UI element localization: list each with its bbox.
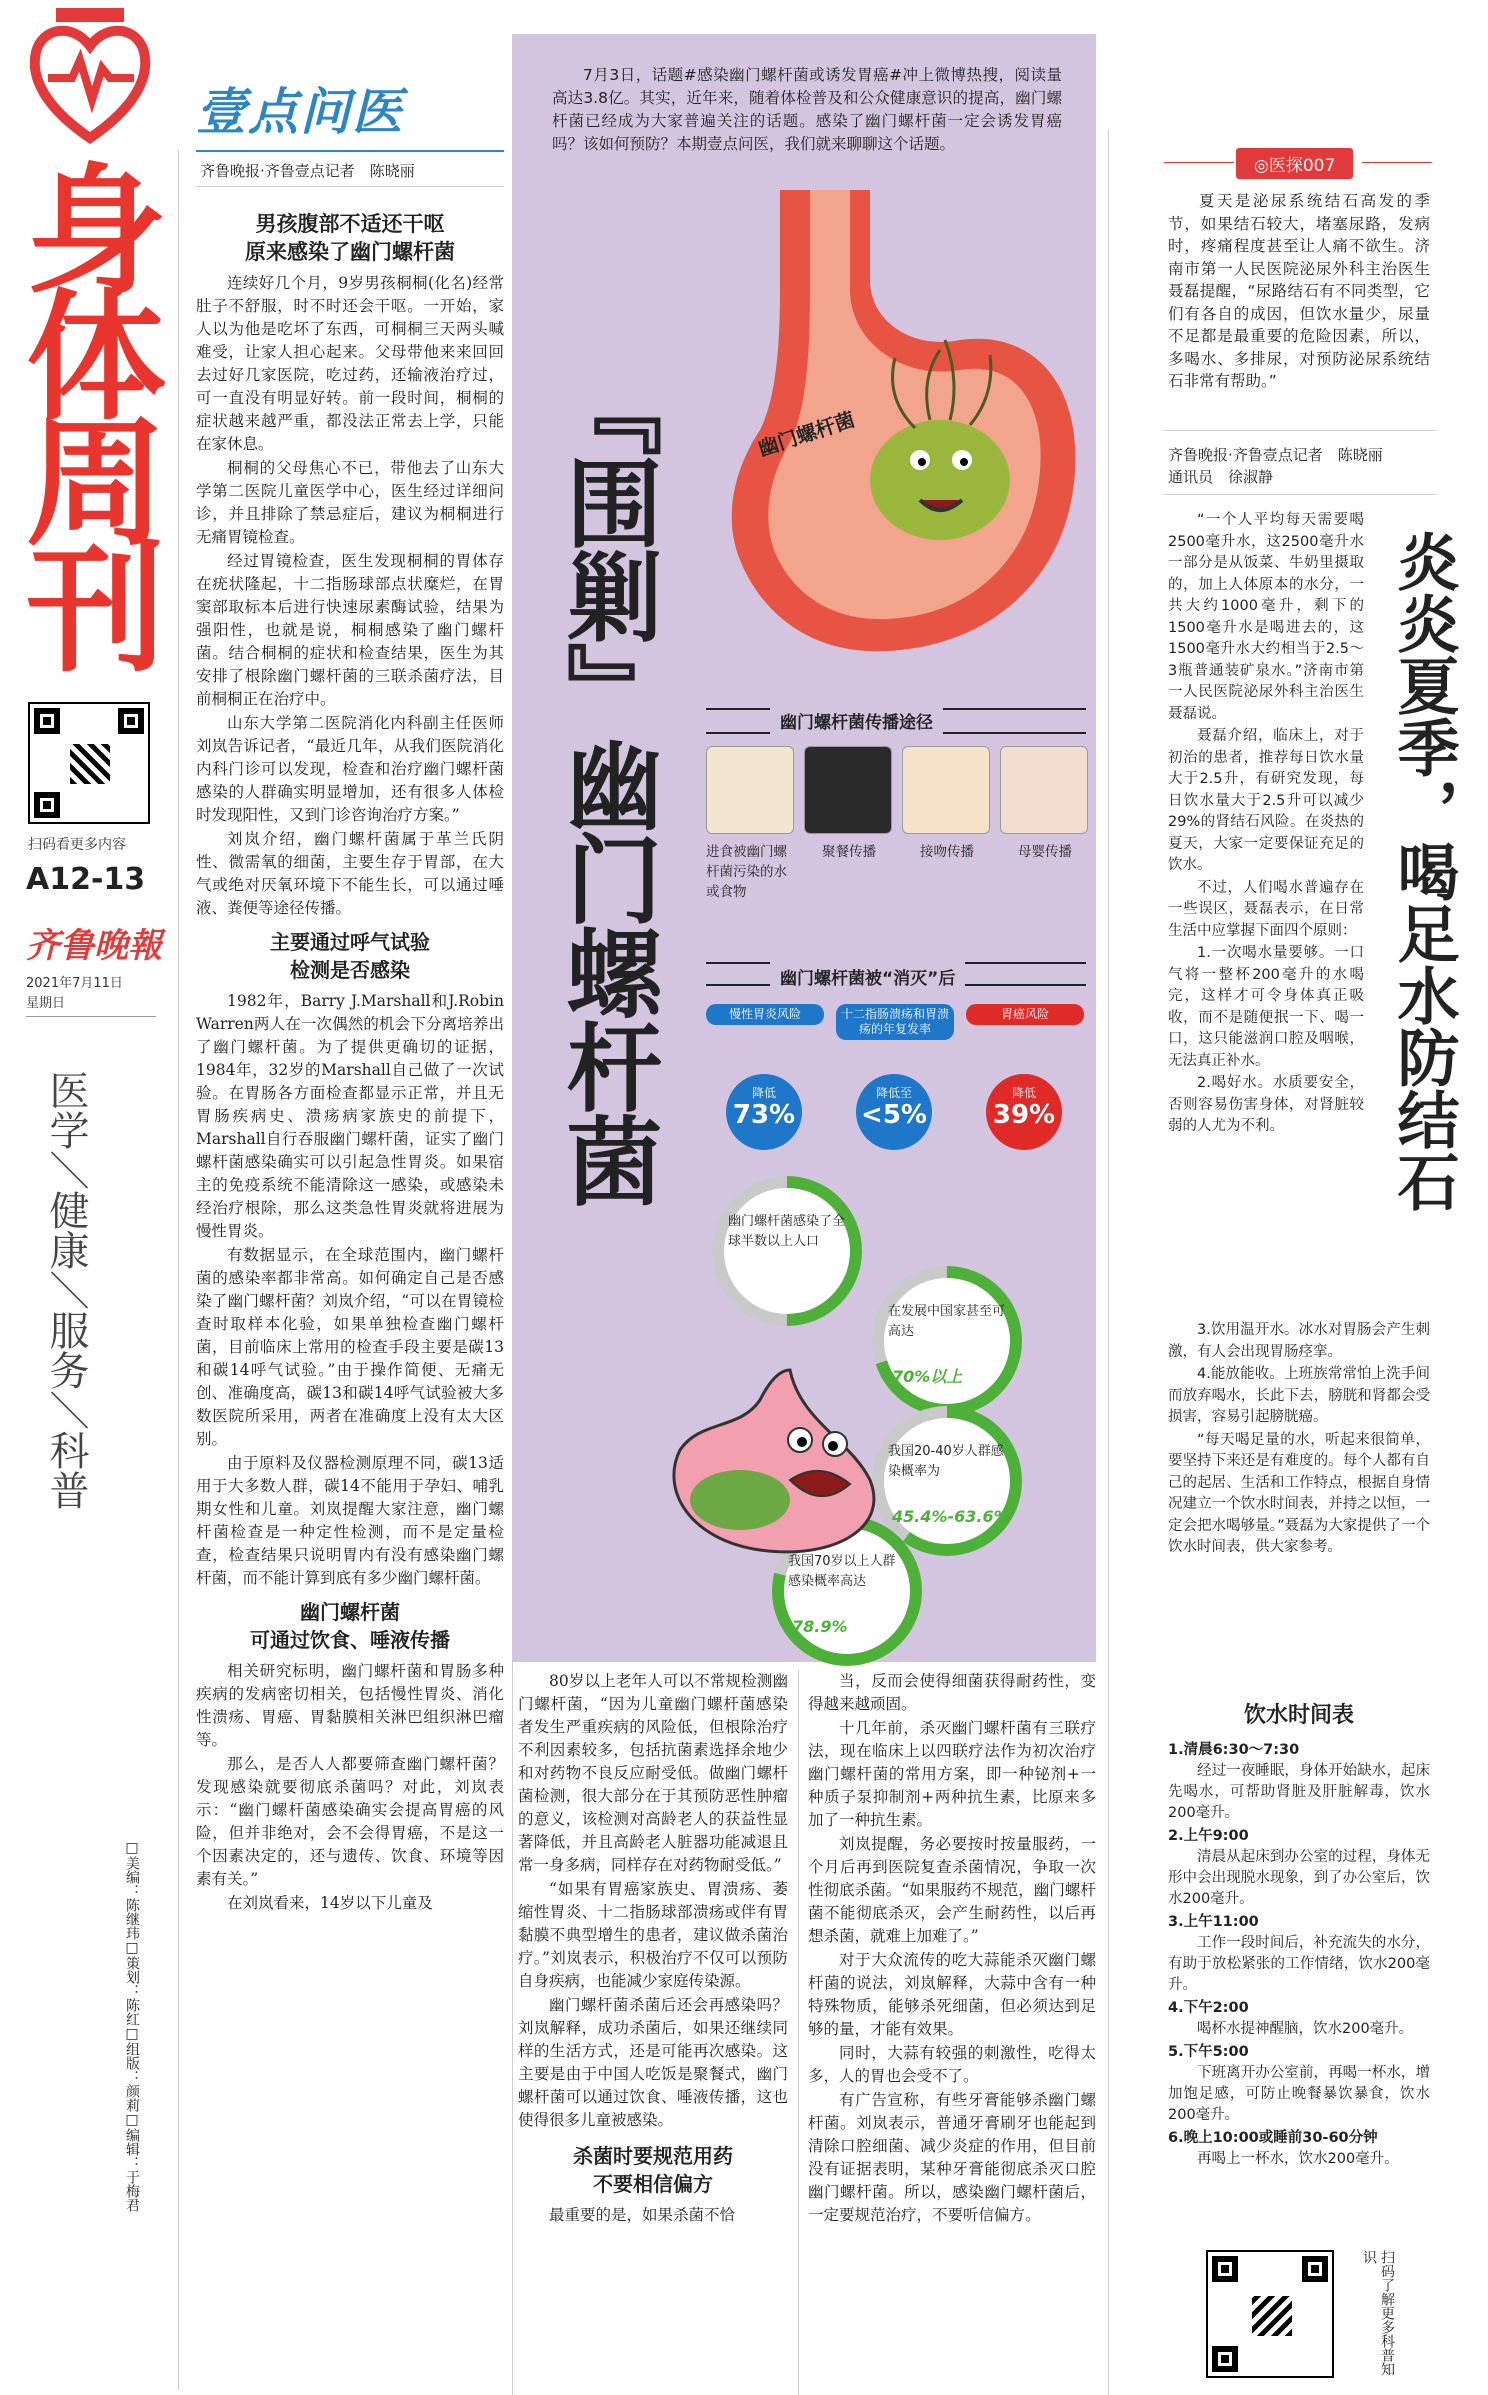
credits <box>120 1840 190 2220</box>
page-number: A12-13 <box>26 862 146 897</box>
bottom-subhead: 杀菌时要规范用药 不要相信偏方 <box>573 2144 733 2196</box>
route-image <box>1000 746 1088 834</box>
right-qr-caption: 扫码了解更多科普知识 <box>1361 2250 1395 2376</box>
right-byline-1: 齐鲁晚报·齐鲁壹点记者 陈晓丽 <box>1168 446 1383 464</box>
angry-stomach-illustration <box>640 1360 890 1560</box>
schedule-time: 1.清晨6:30～7:30 <box>1168 1742 1300 1758</box>
masthead-title-char: 周 <box>25 403 160 566</box>
left-paragraph: 相关研究标明，幽门螺杆菌和胃肠多种疾病的发病密切相关，包括慢性胃炎、消化性溃疡、胃癌、胃黏膜相关淋巴组织淋巴瘤等。 <box>196 1662 504 1749</box>
intro-text: 7月3日，话题#感染幽门螺杆菌或诱发胃癌#冲上微博热搜，阅读量高达3.8亿。其实，近年来，随着体检普及和公众健康意识的提高，幽门螺杆菌已经成为大家普遍关注的话题。感染了幽门螺杆菌一定会诱发胃癌吗？该如何预防？本期壹点问医，我们就来聊聊这个话题。 <box>552 66 1062 153</box>
route-label: 接吻传播 <box>920 844 974 860</box>
after-item-label: 慢性胃炎风险 <box>706 1004 824 1025</box>
bottom-article-col2 <box>808 1670 1096 2228</box>
stat-highlight: 70%以上 <box>892 1367 963 1386</box>
bottom-article-col1 <box>518 1670 788 2228</box>
right-lead: 夏天是泌尿系统结石高发的季节，如果结石较大，堵塞尿路，发病时，疼痛程度甚至让人痛不欲生。济南市第一人民医院泌尿外科主治医生聂磊提醒，“尿路结石有不同类型，它们有各自的成因，但饮水量少，尿量不足都是最重要的危险因素，所以，多喝水、多排尿，对预防泌尿系统结石非常有帮助。” <box>1168 192 1430 390</box>
schedule-desc: 经过一夜睡眠，身体开始缺水，起床先喝水，可帮助肾脏及肝脏解毒，饮水200毫升。 <box>1168 1763 1430 1821</box>
route-image <box>804 746 892 834</box>
bottom-paragraph: 有广告宣称，有些牙膏能够杀幽门螺杆菌。刘岚表示，普通牙膏刷牙也能起到清除口腔细菌、减少炎症的作用，但目前没有证据表明，某种牙膏能彻底杀灭口腔幽门螺杆菌。所以，感染幽门螺杆菌后，一定要规范治疗，不要听信偏方。 <box>808 2091 1096 2224</box>
route-image <box>706 746 794 834</box>
after-item-pre: 降低至 <box>875 1086 912 1100</box>
after-item-circle <box>986 1074 1062 1150</box>
right-qr-code[interactable] <box>1206 2250 1334 2378</box>
after-item-value: 73% <box>732 1100 796 1130</box>
route-label: 母婴传播 <box>1018 844 1072 860</box>
left-paragraph: 刘岚介绍，幽门螺杆菌属于革兰氏阴性、微需氧的细菌，主要生存于胃部，在大气或绝对厌氧环境下不能生长，可以通过唾液、粪便等途径传播。 <box>196 830 504 917</box>
after-item-circle <box>726 1074 802 1150</box>
credit-line: □组版：颜莉 <box>124 2026 140 2112</box>
after-item-label: 胃癌风险 <box>966 1004 1084 1025</box>
heart-logo-icon <box>26 8 154 148</box>
route-label: 进食被幽门螺杆菌污染的水或食物 <box>706 844 787 900</box>
bottom-paragraph: 对于大众流传的吃大蒜能杀灭幽门螺杆菌的说法，刘岚解释，大蒜中含有一种特殊物质，能够杀死细菌，但必须达到足够的量，才能有效果。 <box>808 1951 1096 2038</box>
route-label: 聚餐传播 <box>822 844 876 860</box>
right-paragraph: “每天喝足量的水，听起来很简单，要坚持下来还是有难度的。每个人都有自己的起居、生活和工作特点，根据自身情况建立一个饮水时间表，并持之以恒，一定会把水喝够量。”聂磊为大家提供了一个饮水时间表，供大家参考。 <box>1168 1431 1430 1555</box>
masthead-title <box>20 151 166 692</box>
schedule-time: 3.上午11:00 <box>1168 1914 1259 1930</box>
left-paragraph: 由于原料及仪器检测原理不同，碳13适用于大多数人群，碳14不能用于孕妇、哺乳期女性和儿童。刘岚提醒大家注意，幽门螺杆菌检查是一种定性检测，而不是定量检查，检查结果只说明胃内有没有感染幽门螺杆菌，而不能计算到底有多少幽门螺杆菌。 <box>196 1454 504 1587</box>
left-paragraph: 在刘岚看来，14岁以下儿童及 <box>227 1894 433 1912</box>
after-item-circle <box>856 1074 932 1150</box>
credit-line: □策划：陈红 <box>124 1940 140 2026</box>
stomach-label: 幽门螺杆菌 <box>755 407 858 461</box>
right-headline: 炎炎夏季，喝足水防结石 <box>1387 530 1460 1212</box>
right-paragraph: 3.饮用温开水。冰水对胃肠会产生刺激，有人会出现胃肠痉挛。 <box>1168 1322 1430 1360</box>
column-name: 壹点问医 <box>196 83 404 141</box>
stat-text: 我国70岁以上人群感染概率高达 <box>788 1554 896 1589</box>
schedule-desc: 清晨从起床到办公室的过程，身体无形中会出现脱水现象，到了办公室后，饮水200毫升。 <box>1168 1849 1430 1907</box>
bottom-paragraph: 同时，大蒜有较强的刺激性，吃得太多，人的胃也会受不了。 <box>808 2044 1096 2085</box>
bottom-paragraph: 80岁以上老年人可以不常规检测幽门螺杆菌，“因为儿童幽门螺杆菌感染者发生严重疾病的风险低，但根除治疗不利因素较多，包括抗菌素选择余地少和对药物不良反应耐受低。做幽门螺杆菌检测，很大部分在于其预防恶性肿瘤的意义，该检测对高龄老人的获益性显著降低，并且高龄老人脏器功能减退且常一身多病，同样存在对药物耐受低。” <box>518 1672 788 1874</box>
stat-text: 在发展中国家甚至可高达 <box>888 1304 1006 1339</box>
left-paragraph: 1982年，Barry J.Marshall和J.Robin Warren两人在一次偶然的机会下分离培养出了幽门螺杆菌。为了提供更确切的证据，1984年，32岁的Marshall自己做了一次试验。在胃肠各方面检查都显示正常，并且无胃肠疾病史、溃疡病家族史的前提下，Marshall自行吞服幽门螺杆菌，证实了幽门螺杆菌感染确实可以引起急性胃炎。如果宿主的免疫系统不能清除这一感染，或感染未经治疗根除，那么这类急性胃炎就将进展为慢性胃炎。 <box>196 992 504 1240</box>
route-item <box>706 746 796 902</box>
right-paragraph: 1.一次喝水量要够。一口气将一整杯200毫升的水喝完，这样才可令身体真正吸收，而不是随便抿一下、喝一口，这只能滋润口腔及咽喉，无法真正补水。 <box>1168 945 1364 1069</box>
after-item-value: 39% <box>992 1100 1056 1130</box>
after-row <box>706 1004 1090 1164</box>
schedule-desc: 工作一段时间后，补充流失的水分，有助于放松紧张的工作情绪，饮水200毫升。 <box>1168 1935 1430 1993</box>
bottom-paragraph: 当，反而会使得细菌获得耐药性，变得越来越顽固。 <box>808 1672 1096 1713</box>
schedule-time: 2.上午9:00 <box>1168 1828 1249 1844</box>
masthead-qr-code[interactable] <box>28 702 150 824</box>
route-image <box>902 746 990 834</box>
stat-text: 幽门螺杆菌感染了全球半数以上人口 <box>728 1214 846 1249</box>
route-item <box>902 746 992 902</box>
schedule-time: 6.晚上10:00或睡前30-60分钟 <box>1168 2130 1378 2146</box>
bottom-paragraph: “如果有胃癌家族史、胃溃疡、萎缩性胃炎、十二指肠球部溃疡或伴有胃黏膜不典型增生的患者，建议做杀菌治疗。”刘岚表示，积极治疗不仅可以预防自身疾病，也能减少家庭传染源。 <box>518 1880 788 1990</box>
masthead-title-char: 刊 <box>25 529 160 692</box>
issue-date: 2021年7月11日 <box>26 976 123 991</box>
routes-row <box>706 746 1090 902</box>
masthead-title-char: 体 <box>25 277 160 440</box>
after-item-pre: 降低 <box>1011 1086 1036 1100</box>
credit-line: □美编：陈继玮 <box>124 1840 140 1940</box>
vertical-title: 『围剿』幽门螺杆菌 <box>551 360 663 1206</box>
left-paras1 <box>196 272 504 920</box>
left-paragraph: 经过胃镜检查，医生发现桐桐的胃体存在疣状隆起，十二指肠球部点状糜烂，在胃窦部取标本后进行快速尿素酶试验，结果为强阳性，也就是说，桐桐感染了幽门螺杆菌。结合桐桐的症状和检查结果，医生为其安排了根除幽门螺杆菌的三联杀菌疗法，目前桐桐正在治疗中。 <box>196 552 504 708</box>
route-item <box>1000 746 1090 902</box>
issue-weekday: 星期日 <box>26 996 66 1011</box>
after-item-label: 十二指肠溃疡和胃溃疡的年复发率 <box>836 1004 954 1040</box>
left-subhead-3: 幽门螺杆菌 可通过饮食、唾液传播 <box>250 1600 450 1652</box>
stat-highlight: 45.4%-63.6% <box>892 1507 1010 1526</box>
bottom-paragraph: 刘岚提醒，务必要按时按量服药，一个月后再到医院复查杀菌情况，争取一次性彻底杀菌。“如果服药不规范，幽门螺杆菌不能彻底杀灭，会产生耐药性，以后再想杀菌，就难上加难了。” <box>808 1835 1096 1945</box>
right-paragraph: 聂磊介绍，临床上，对于初治的患者，推荐每日饮水量大于2.5升，有研究发现，每日饮水量大于2.5升可以减少29%的肾结石风险。在炎热的夏天，大家一定要保证充足的饮水。 <box>1168 728 1364 873</box>
left-subhead-2: 主要通过呼气试验 检测是否感染 <box>270 930 430 982</box>
paper-logo: 齐鲁晚報 <box>26 926 162 966</box>
right-paras-narrow <box>1168 510 1364 1139</box>
schedule-time: 4.下午2:00 <box>1168 2000 1249 2016</box>
bottom-paragraph: 幽门螺杆菌杀菌后还会再感染吗？刘岚解释，成功杀菌后，如果还继续同样的生活方式，还是可能再次感染。这主要是由于中国人吃饭是聚餐式，幽门螺杆菌可以通过饮食、唾液传播，这也使得很多儿童被感染。 <box>518 1996 788 2129</box>
right-paragraph: 不过，人们喝水普遍存在一些误区，聂磊表示，在日常生活中应掌握下面四个原则： <box>1168 879 1364 939</box>
bottom-col1-tail: 最重要的是，如果杀菌不恰 <box>549 2206 736 2224</box>
right-byline-2: 通讯员 徐淑静 <box>1168 468 1274 486</box>
route-item <box>804 746 894 902</box>
right-paragraph: “一个人平均每天需要喝2500毫升水，这2500毫升水一部分是从饭菜、牛奶里摄取的，加上人体原本的水分，一共大约1000毫升，剩下的1500毫升水是喝进去的，这1500毫升水大约相当于2.5～3瓶普通装矿泉水。”济南市第一人民医院泌尿外科主治医生聂磊说。 <box>1168 512 1364 722</box>
left-paragraph: 有数据显示，在全球范围内，幽门螺杆菌的感染率都非常高。如何确定自己是否感染了幽门螺杆菌？刘岚介绍，“可以在胃镜检查时取样本化验，如果单独检查幽门螺杆菌，目前临床上常用的检查手段主要是碳13和碳14呼气试验。”由于操作简便、无痛无创、准确度高，碳13和碳14呼气试验被大多数医院所采用，两者在准确度上没有太大区别。 <box>196 1246 504 1448</box>
left-paragraph: 桐桐的父母焦心不已，带他去了山东大学第二医院儿童医学中心，医生经过详细问诊，并且排除了禁忌症后，建议为桐桐进行无痛胃镜检查。 <box>196 459 504 546</box>
schedule-desc: 下班离开办公室前，再喝一杯水，增加饱足感，可防止晚餐暴饮暴食，饮水200毫升。 <box>1168 2065 1430 2123</box>
left-paragraph: 那么，是否人人都要筛查幽门螺杆菌？发现感染就要彻底杀菌吗？对此，刘岚表示：“幽门螺杆菌感染确实会提高胃癌的风险，但并非绝对，会不会得胃癌，不是这一个因素决定的，还与遗传、饮食、环境等因素有关。” <box>196 1755 504 1888</box>
after-item-value: <5% <box>861 1100 927 1130</box>
left-article <box>196 196 504 1916</box>
vertical-tags: 医学＼健康＼服务＼科普 <box>43 1070 89 1510</box>
after-title: 幽门螺杆菌被“消灭”后 <box>770 962 965 991</box>
schedule-title: 饮水时间表 <box>1243 1703 1354 1728</box>
left-paras3 <box>196 1660 504 1915</box>
schedule-desc: 再喝上一杯水，饮水200毫升。 <box>1197 2151 1399 2167</box>
bottom-paragraph: 十几年前，杀灭幽门螺杆菌有三联疗法，现在临床上以四联疗法作为初次治疗幽门螺杆菌的常用方案，即一种铋剂+一种质子泵抑制剂+两种抗生素，比原来多加了一种抗生素。 <box>808 1719 1096 1829</box>
right-paragraph: 2.喝好水。水质要安全，否则容易伤害身体，对肾脏较弱的人尤为不利。 <box>1168 1075 1364 1134</box>
routes-title: 幽门螺杆菌传播途径 <box>770 706 943 735</box>
qr-caption: 扫码看更多内容 <box>28 837 126 853</box>
left-byline: 齐鲁晚报·齐鲁壹点记者 陈晓丽 <box>200 162 415 180</box>
schedule-time: 5.下午5:00 <box>1168 2044 1249 2060</box>
stat-highlight: 78.9% <box>792 1617 848 1636</box>
right-paragraph: 4.能放能收。上班族常常怕上洗手间而放弃喝水，长此下去，膀胱和肾都会受损害，容易引起膀胱癌。 <box>1168 1366 1430 1425</box>
masthead-title-char: 身 <box>25 151 160 314</box>
left-paragraph: 山东大学第二医院消化内科副主任医师刘岚告诉记者，“最近几年，从我们医院消化内科门诊可以发现，检查和治疗幽门螺杆菌感染的人群确实明显增加，还有很多人体检时发现阳性，又到门诊咨询治疗方案。” <box>196 714 504 824</box>
left-paragraph: 连续好几个月，9岁男孩桐桐(化名)经常肚子不舒服，时不时还会干呕。一开始，家人以为他是吃坏了东西，可桐桐三天两头喊难受，让家人担心起来。父母带他来来回回去过好几家医院，吃过药，还输液治疗过，可一直没有明显好转。前一段时间，桐桐的症状越来越严重，都没法正常去上学，只能在家休息。 <box>196 274 504 453</box>
right-tag: ◎医探007 <box>1236 148 1353 179</box>
credit-line: □编辑：于梅君 <box>124 2112 140 2212</box>
left-headline: 男孩腹部不适还干呕 原来感染了幽门螺杆菌 <box>245 212 455 264</box>
stat-text: 我国20-40岁人群感染概率为 <box>888 1444 1004 1479</box>
stomach-illustration <box>700 180 1090 680</box>
right-paras-wide <box>1168 1320 1430 1560</box>
left-paras2 <box>196 990 504 1590</box>
schedule-desc: 喝杯水提神醒脑，饮水200毫升。 <box>1197 2021 1414 2037</box>
after-item-pre: 降低 <box>751 1086 776 1100</box>
schedule-list <box>1168 1740 1430 2172</box>
